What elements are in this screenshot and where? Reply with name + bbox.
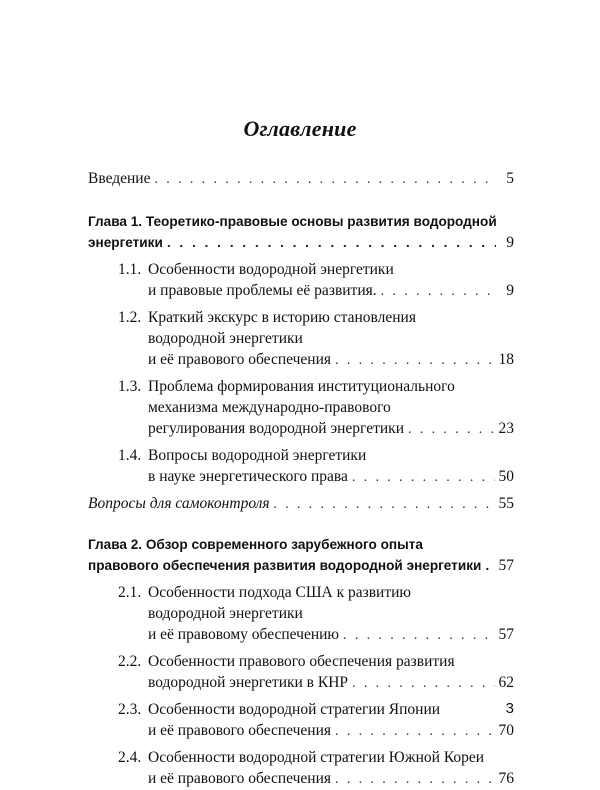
section-number: 1.2. bbox=[118, 309, 142, 326]
toc-page-number: 23 bbox=[498, 420, 514, 437]
dot-leader bbox=[335, 769, 494, 790]
toc-entry-title: Глава 2. Обзор современного зарубежного опыта bbox=[88, 537, 423, 552]
toc-entry-title: Особенности подхода США к развитию bbox=[148, 584, 411, 601]
section-number: 1.3. bbox=[118, 378, 142, 395]
toc-entry-introduction bbox=[88, 168, 514, 189]
toc-entry-title: Проблема формирования институционального bbox=[148, 378, 455, 395]
toc-entry-section-1-3 bbox=[88, 376, 514, 439]
toc-entry-title: и её правового обеспечения bbox=[148, 351, 332, 368]
toc-entry-section-2-4 bbox=[88, 747, 514, 789]
dot-leader bbox=[343, 625, 494, 646]
toc-page-number: 70 bbox=[498, 722, 514, 739]
section-number: 2.3. bbox=[118, 701, 142, 718]
toc-entry-title: водородной энергетики bbox=[148, 330, 303, 347]
toc-entry-title: Особенности правового обеспечения развития bbox=[148, 653, 455, 670]
toc-entry-title: и её правовому обеспечению bbox=[148, 626, 340, 643]
toc-page-number: 57 bbox=[498, 626, 514, 643]
dot-leader bbox=[335, 350, 494, 371]
toc-entry-title: Краткий экскурс в историю становления bbox=[148, 309, 416, 326]
toc-entry-section-2-1 bbox=[88, 582, 514, 645]
toc-entry-title: Особенности водородной энергетики bbox=[148, 261, 394, 278]
toc-entry-title: энергетики bbox=[88, 235, 163, 250]
toc-entry-chapter-1 bbox=[88, 211, 514, 253]
dot-leader bbox=[352, 467, 495, 488]
toc-page-number: 9 bbox=[506, 234, 514, 251]
toc-entry-title: Особенности водородной стратегии Южной Кореи bbox=[148, 749, 485, 766]
section-number: 2.4. bbox=[118, 749, 142, 766]
dot-leader bbox=[154, 169, 496, 190]
toc-page-number: 9 bbox=[506, 282, 514, 299]
toc-entry-section-2-3 bbox=[88, 699, 514, 741]
dot-leader bbox=[167, 232, 496, 253]
toc-entry-title: водородной энергетики в КНР bbox=[148, 674, 349, 691]
toc-entry-title: и её правового обеспечения bbox=[148, 722, 332, 739]
table-of-contents bbox=[88, 168, 514, 789]
toc-entry-title: и правовые проблемы её развития. bbox=[148, 282, 377, 299]
dot-leader bbox=[352, 673, 494, 694]
toc-entry-section-2-2 bbox=[88, 651, 514, 693]
section-number: 2.1. bbox=[118, 584, 142, 601]
toc-entry-title: правового обеспечения развития водородной энергетики bbox=[88, 558, 482, 573]
toc-page-number: 57 bbox=[498, 557, 514, 574]
toc-entry-title: водородной энергетики bbox=[148, 605, 303, 622]
dot-leader bbox=[335, 721, 494, 742]
toc-entry-section-1-4 bbox=[88, 445, 514, 487]
section-number: 2.2. bbox=[118, 653, 142, 670]
toc-entry-title: Введение bbox=[88, 170, 151, 187]
toc-entry-title: регулирования водородной энергетики bbox=[148, 420, 404, 437]
section-number: 1.4. bbox=[118, 447, 142, 464]
section-number: 1.1. bbox=[118, 261, 142, 278]
toc-page-number: 76 bbox=[498, 770, 514, 787]
toc-entry-section-1-2 bbox=[88, 307, 514, 370]
toc-entry-title: Глава 1. Теоретико-правовые основы развития водородной bbox=[88, 214, 497, 229]
page-title: Оглавление bbox=[243, 116, 357, 141]
dot-leader bbox=[274, 494, 495, 515]
toc-entry-title: Вопросы для самоконтроля bbox=[88, 495, 270, 512]
toc-entry-title: в науке энергетического права bbox=[148, 468, 348, 485]
toc-entry-title: механизма международно-правового bbox=[148, 399, 391, 416]
toc-entry-section-1-1 bbox=[88, 259, 514, 301]
toc-page-number: 50 bbox=[498, 468, 514, 485]
dot-leader bbox=[381, 281, 496, 302]
toc-entry-self-check-questions bbox=[88, 493, 514, 514]
dot-leader bbox=[485, 555, 494, 576]
toc-page-number: 18 bbox=[498, 351, 514, 368]
toc-page-number: 5 bbox=[506, 170, 514, 187]
toc-page-number: 62 bbox=[498, 674, 514, 691]
toc-entry-title: и её правового обеспечения bbox=[148, 770, 332, 787]
page-number: 3 bbox=[505, 700, 514, 717]
toc-page-number: 55 bbox=[498, 495, 514, 512]
toc-entry-title: Вопросы водородной энергетики bbox=[148, 447, 367, 464]
toc-entry-title: Особенности водородной стратегии Японии bbox=[148, 701, 441, 718]
dot-leader bbox=[408, 419, 495, 440]
toc-entry-chapter-2 bbox=[88, 534, 514, 576]
